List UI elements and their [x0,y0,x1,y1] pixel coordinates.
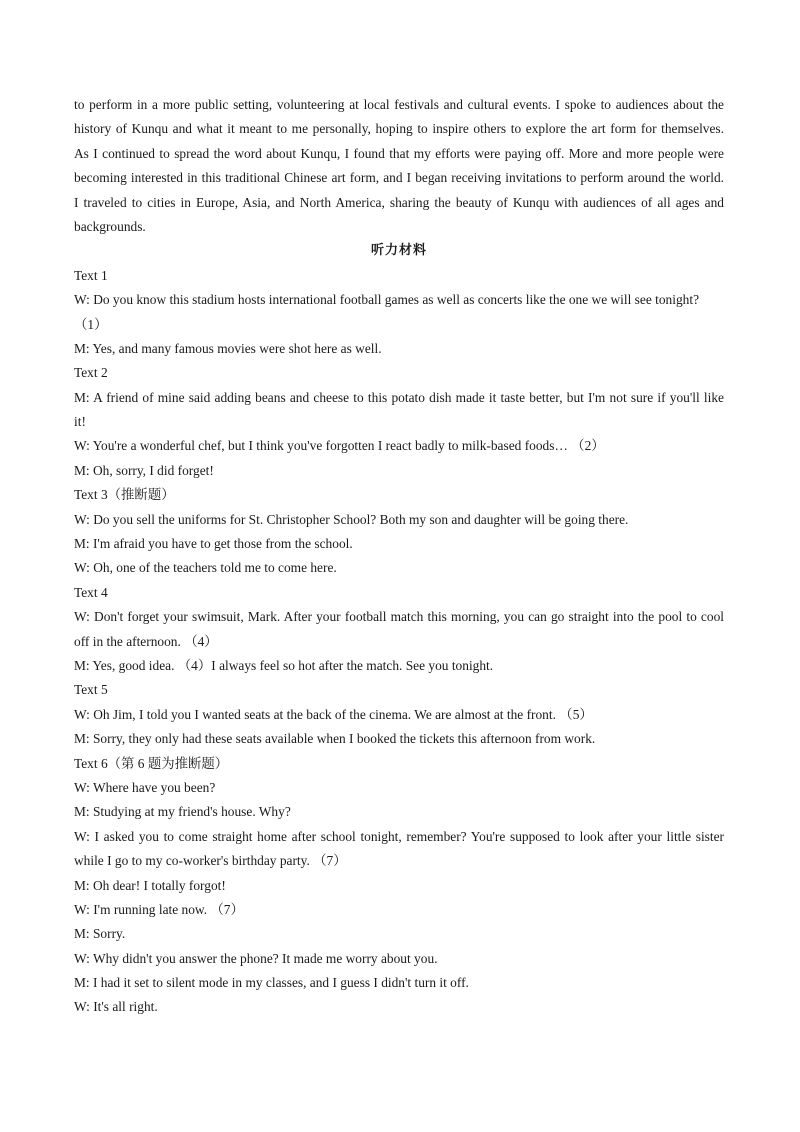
dialogue-line: M: Oh dear! I totally forgot! [74,877,226,893]
dialogue-line: M: Sorry, they only had these seats available when I booked the tickets this afternoon from work. [74,731,596,747]
dialogue-line: W: Why didn't you answer the phone? It made me worry about you. [74,950,438,966]
dialogue-line: while I go to my co-worker's birthday party. （7） [74,853,347,869]
dialogue-line: it! [74,414,86,430]
intro-line: backgrounds. [74,218,146,234]
text-label: Text 6（第 6 题为推断题） [74,755,229,771]
section-title: 听力材料 [370,243,427,259]
intro-line: history of Kunqu and what it meant to me personally, hoping to inspire others to explore the art form for themselves. [74,121,724,137]
dialogue-line: W: I asked you to come straight home after school tonight, remember? You're supposed to look after your little sister [74,828,724,844]
text-label: Text 3（推断题） [74,487,175,503]
dialogue-line: W: I'm running late now. （7） [74,901,244,917]
dialogue-line: M: Yes, good idea. （4）I always feel so hot after the match. See you tonight. [74,657,494,673]
question-marker: （1） [74,316,108,332]
intro-line: As I continued to spread the word about Kunqu, I found that my efforts were paying off. More and more people were [74,145,724,161]
dialogue-line: W: Where have you been? [74,779,216,795]
dialogue-line: M: Studying at my friend's house. Why? [74,804,291,820]
document-page [74,93,724,1020]
intro-line: I traveled to cities in Europe, Asia, and North America, sharing the beauty of Kunqu with audiences of all ages and [74,194,724,210]
dialogue-line: M: Yes, and many famous movies were shot here as well. [74,340,382,356]
dialogue-line: M: Oh, sorry, I did forget! [74,462,214,478]
dialogue-line: W: Don't forget your swimsuit, Mark. After your football match this morning, you can go straight into the pool to cool [74,609,724,625]
dialogue-line: M: A friend of mine said adding beans and cheese to this potato dish made it taste better, but I'm not sure if you'll like [74,389,724,405]
dialogue-line: W: Oh Jim, I told you I wanted seats at the back of the cinema. We are almost at the front. （5） [74,706,593,722]
text-label: Text 5 [74,682,108,698]
dialogue-line: W: Do you sell the uniforms for St. Christopher School? Both my son and daughter will be going there. [74,511,629,527]
dialogue-line: M: Sorry. [74,926,126,942]
dialogue-line: W: You're a wonderful chef, but I think you've forgotten I react badly to milk-based foods… （2） [74,438,605,454]
dialogue-line: W: Do you know this stadium hosts international football games as well as concerts like the one we will see tonight? [74,292,700,308]
listening-transcript [74,264,724,1020]
dialogue-line: W: Oh, one of the teachers told me to come here. [74,560,337,576]
text-label: Text 4 [74,584,108,600]
intro-line: becoming interested in this traditional Chinese art form, and I began receiving invitations to perform around the world. [74,170,724,186]
intro-paragraph [74,93,724,239]
intro-line: to perform in a more public setting, volunteering at local festivals and cultural events. I spoke to audiences about the [74,97,724,112]
dialogue-line: W: It's all right. [74,999,158,1015]
dialogue-line: M: I had it set to silent mode in my classes, and I guess I didn't turn it off. [74,975,469,991]
text-label: Text 2 [74,365,108,381]
dialogue-line: off in the afternoon. （4） [74,633,218,649]
dialogue-line: M: I'm afraid you have to get those from the school. [74,536,353,552]
text-label: Text 1 [74,267,108,283]
